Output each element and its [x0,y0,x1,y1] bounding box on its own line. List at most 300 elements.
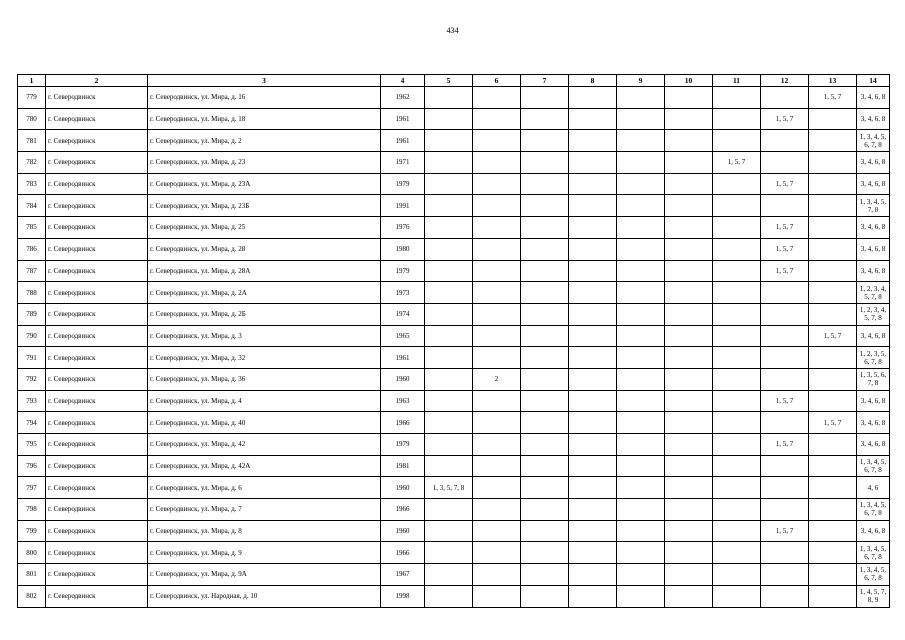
column-9-cell [617,390,665,412]
column-11-cell [713,368,761,390]
column-8-cell [569,87,617,109]
column-8-cell [569,564,617,586]
year-built-cell: 1965 [381,325,425,347]
column-9-cell [617,477,665,499]
column-5-cell [425,542,473,564]
column-7-cell [521,434,569,456]
address-cell: г. Северодвинск, ул. Мира, д. 40 [148,412,381,434]
column-header-2: 2 [46,75,148,87]
column-8-cell [569,499,617,521]
address-cell: г. Северодвинск, ул. Мира, д. 2Б [148,303,381,325]
address-cell: г. Северодвинск, ул. Мира, д. 4 [148,390,381,412]
address-cell: г. Северодвинск, ул. Мира, д. 2 [148,130,381,152]
column-13-cell [809,130,857,152]
column-8-cell [569,108,617,130]
year-built-cell: 1961 [381,130,425,152]
column-13-cell: 1, 5, 7 [809,412,857,434]
column-13-cell [809,260,857,282]
column-14-cell: 3, 4, 6, 8 [857,238,890,260]
column-13-cell [809,434,857,456]
column-11-cell [713,434,761,456]
row-number-cell: 793 [18,390,46,412]
column-13-cell: 1, 5, 7 [809,87,857,109]
column-5-cell [425,282,473,304]
column-5-cell [425,564,473,586]
table-row [18,152,890,174]
column-13-cell [809,238,857,260]
column-8-cell [569,347,617,369]
table-row [18,282,890,304]
column-8-cell [569,152,617,174]
address-cell: г. Северодвинск, ул. Мира, д. 6 [148,477,381,499]
city-cell: г. Северодвинск [46,368,148,390]
column-14-cell: 1, 2, 3, 4, 5, 7, 8 [857,303,890,325]
table-row [18,238,890,260]
city-cell: г. Северодвинск [46,499,148,521]
table-row [18,368,890,390]
column-9-cell [617,499,665,521]
year-built-cell: 1962 [381,87,425,109]
column-8-cell [569,434,617,456]
column-7-cell [521,564,569,586]
column-9-cell [617,325,665,347]
column-11-cell [713,87,761,109]
table-row [18,108,890,130]
column-5-cell [425,368,473,390]
column-header-14: 14 [857,75,890,87]
column-14-cell: 1, 3, 4, 5, 6, 7, 8 [857,564,890,586]
column-10-cell [665,564,713,586]
column-6-cell [473,217,521,239]
column-11-cell [713,217,761,239]
city-cell: г. Северодвинск [46,325,148,347]
column-14-cell: 1, 2, 3, 4, 5, 7, 8 [857,282,890,304]
column-7-cell [521,130,569,152]
column-8-cell [569,477,617,499]
column-header-12: 12 [761,75,809,87]
address-cell: г. Северодвинск, ул. Мира, д. 36 [148,368,381,390]
city-cell: г. Северодвинск [46,108,148,130]
year-built-cell: 1960 [381,520,425,542]
column-9-cell [617,108,665,130]
column-header-3: 3 [148,75,381,87]
address-cell: г. Северодвинск, ул. Мира, д. 28 [148,238,381,260]
column-12-cell [761,499,809,521]
column-12-cell [761,87,809,109]
column-12-cell: 1, 5, 7 [761,108,809,130]
row-number-cell: 789 [18,303,46,325]
address-cell: г. Северодвинск, ул. Мира, д. 42А [148,455,381,477]
column-10-cell [665,282,713,304]
column-10-cell [665,412,713,434]
column-12-cell [761,347,809,369]
table-row [18,347,890,369]
column-8-cell [569,325,617,347]
column-12-cell [761,152,809,174]
column-5-cell: 1, 3, 5, 7, 8 [425,477,473,499]
table-row [18,260,890,282]
column-7-cell [521,520,569,542]
column-12-cell [761,412,809,434]
column-9-cell [617,303,665,325]
table-row [18,412,890,434]
table-row [18,585,890,607]
column-5-cell [425,434,473,456]
year-built-cell: 1979 [381,173,425,195]
column-5-cell [425,585,473,607]
column-10-cell [665,347,713,369]
column-10-cell [665,520,713,542]
column-6-cell [473,282,521,304]
column-5-cell [425,412,473,434]
column-13-cell: 1, 5, 7 [809,325,857,347]
table-row [18,542,890,564]
column-6-cell [473,152,521,174]
column-6-cell [473,108,521,130]
column-8-cell [569,130,617,152]
column-7-cell [521,87,569,109]
city-cell: г. Северодвинск [46,455,148,477]
column-5-cell [425,347,473,369]
column-7-cell [521,390,569,412]
table-row [18,173,890,195]
column-6-cell [473,173,521,195]
column-12-cell [761,477,809,499]
column-header-11: 11 [713,75,761,87]
column-6-cell [473,434,521,456]
column-10-cell [665,585,713,607]
city-cell: г. Северодвинск [46,152,148,174]
column-6-cell [473,87,521,109]
column-5-cell [425,152,473,174]
column-12-cell: 1, 5, 7 [761,217,809,239]
column-10-cell [665,238,713,260]
city-cell: г. Северодвинск [46,585,148,607]
column-14-cell: 1, 4, 5, 7, 8, 9 [857,585,890,607]
column-9-cell [617,368,665,390]
year-built-cell: 1976 [381,217,425,239]
column-7-cell [521,260,569,282]
column-9-cell [617,520,665,542]
column-10-cell [665,434,713,456]
column-13-cell [809,499,857,521]
address-cell: г. Северодвинск, ул. Мира, д. 28А [148,260,381,282]
city-cell: г. Северодвинск [46,434,148,456]
column-14-cell: 3, 4, 6, 8 [857,390,890,412]
table-row [18,455,890,477]
column-7-cell [521,455,569,477]
column-12-cell: 1, 5, 7 [761,434,809,456]
column-5-cell [425,455,473,477]
column-6-cell [473,499,521,521]
column-6-cell: 2 [473,368,521,390]
row-number-cell: 798 [18,499,46,521]
city-cell: г. Северодвинск [46,87,148,109]
column-header-8: 8 [569,75,617,87]
column-7-cell [521,412,569,434]
column-9-cell [617,195,665,217]
column-7-cell [521,368,569,390]
column-6-cell [473,325,521,347]
column-header-6: 6 [473,75,521,87]
column-11-cell [713,238,761,260]
row-number-cell: 788 [18,282,46,304]
row-number-cell: 801 [18,564,46,586]
address-cell: г. Северодвинск, ул. Мира, д. 16 [148,87,381,109]
column-6-cell [473,238,521,260]
row-number-cell: 799 [18,520,46,542]
city-cell: г. Северодвинск [46,130,148,152]
column-11-cell [713,282,761,304]
column-6-cell [473,477,521,499]
city-cell: г. Северодвинск [46,412,148,434]
column-11-cell [713,390,761,412]
address-cell: г. Северодвинск, ул. Мира, д. 7 [148,499,381,521]
column-6-cell [473,412,521,434]
city-cell: г. Северодвинск [46,347,148,369]
column-9-cell [617,152,665,174]
city-cell: г. Северодвинск [46,542,148,564]
column-header-9: 9 [617,75,665,87]
column-8-cell [569,238,617,260]
year-built-cell: 1998 [381,585,425,607]
row-number-cell: 796 [18,455,46,477]
column-11-cell [713,564,761,586]
column-12-cell [761,564,809,586]
column-10-cell [665,195,713,217]
year-built-cell: 1991 [381,195,425,217]
column-12-cell: 1, 5, 7 [761,260,809,282]
header-row [18,75,890,87]
column-10-cell [665,217,713,239]
row-number-cell: 790 [18,325,46,347]
column-6-cell [473,303,521,325]
row-number-cell: 784 [18,195,46,217]
column-12-cell: 1, 5, 7 [761,173,809,195]
column-14-cell: 4, 6 [857,477,890,499]
column-13-cell [809,564,857,586]
year-built-cell: 1967 [381,564,425,586]
column-11-cell [713,455,761,477]
row-number-cell: 781 [18,130,46,152]
column-7-cell [521,282,569,304]
column-12-cell [761,542,809,564]
column-10-cell [665,152,713,174]
column-8-cell [569,173,617,195]
row-number-cell: 783 [18,173,46,195]
column-13-cell [809,585,857,607]
page-number: 434 [446,26,459,35]
column-12-cell [761,195,809,217]
city-cell: г. Северодвинск [46,260,148,282]
row-number-cell: 791 [18,347,46,369]
column-8-cell [569,368,617,390]
year-built-cell: 1960 [381,368,425,390]
table-row [18,217,890,239]
column-11-cell: 1, 5, 7 [713,152,761,174]
address-cell: г. Северодвинск, ул. Мира, д. 42 [148,434,381,456]
column-7-cell [521,108,569,130]
row-number-cell: 782 [18,152,46,174]
column-12-cell [761,585,809,607]
column-5-cell [425,217,473,239]
column-7-cell [521,303,569,325]
column-7-cell [521,585,569,607]
column-header-10: 10 [665,75,713,87]
column-10-cell [665,455,713,477]
column-11-cell [713,412,761,434]
address-cell: г. Северодвинск, ул. Мира, д. 23 [148,152,381,174]
column-12-cell [761,303,809,325]
column-10-cell [665,477,713,499]
table-row [18,520,890,542]
column-14-cell: 3, 4, 6, 8 [857,108,890,130]
column-13-cell [809,217,857,239]
column-7-cell [521,238,569,260]
column-8-cell [569,520,617,542]
city-cell: г. Северодвинск [46,477,148,499]
column-9-cell [617,260,665,282]
column-6-cell [473,542,521,564]
column-13-cell [809,455,857,477]
address-cell: г. Северодвинск, ул. Мира, д. 23А [148,173,381,195]
column-9-cell [617,434,665,456]
city-cell: г. Северодвинск [46,238,148,260]
column-11-cell [713,303,761,325]
column-header-1: 1 [18,75,46,87]
column-12-cell [761,130,809,152]
column-6-cell [473,260,521,282]
column-14-cell: 1, 3, 4, 5, 6, 7, 8 [857,499,890,521]
city-cell: г. Северодвинск [46,173,148,195]
row-number-cell: 794 [18,412,46,434]
address-cell: г. Северодвинск, ул. Народная, д. 10 [148,585,381,607]
column-9-cell [617,347,665,369]
column-5-cell [425,390,473,412]
column-6-cell [473,564,521,586]
year-built-cell: 1973 [381,282,425,304]
column-14-cell: 3, 4, 6, 8 [857,87,890,109]
column-14-cell: 3, 4, 6, 8 [857,173,890,195]
column-5-cell [425,238,473,260]
year-built-cell: 1981 [381,455,425,477]
address-cell: г. Северодвинск, ул. Мира, д. 9А [148,564,381,586]
column-8-cell [569,217,617,239]
column-14-cell: 3, 4, 6, 8 [857,434,890,456]
table-row [18,499,890,521]
year-built-cell: 1980 [381,238,425,260]
column-8-cell [569,282,617,304]
column-11-cell [713,173,761,195]
column-13-cell [809,390,857,412]
column-10-cell [665,130,713,152]
year-built-cell: 1960 [381,477,425,499]
register-table [17,74,890,608]
column-10-cell [665,87,713,109]
column-13-cell [809,477,857,499]
column-10-cell [665,390,713,412]
column-14-cell: 3, 4, 6, 8 [857,412,890,434]
column-6-cell [473,195,521,217]
column-9-cell [617,217,665,239]
column-5-cell [425,303,473,325]
column-14-cell: 3, 4, 6, 8 [857,520,890,542]
row-number-cell: 792 [18,368,46,390]
column-9-cell [617,585,665,607]
city-cell: г. Северодвинск [46,564,148,586]
column-9-cell [617,87,665,109]
column-13-cell [809,195,857,217]
year-built-cell: 1979 [381,434,425,456]
column-7-cell [521,499,569,521]
column-12-cell: 1, 5, 7 [761,390,809,412]
year-built-cell: 1971 [381,152,425,174]
column-6-cell [473,390,521,412]
column-14-cell: 1, 3, 4, 5, 6, 7, 8 [857,542,890,564]
column-7-cell [521,347,569,369]
column-11-cell [713,347,761,369]
year-built-cell: 1961 [381,347,425,369]
city-cell: г. Северодвинск [46,195,148,217]
column-6-cell [473,130,521,152]
column-5-cell [425,108,473,130]
year-built-cell: 1963 [381,390,425,412]
row-number-cell: 802 [18,585,46,607]
column-13-cell [809,347,857,369]
column-7-cell [521,325,569,347]
table-body [18,87,890,608]
column-header-4: 4 [381,75,425,87]
column-14-cell: 1, 3, 4, 5, 7, 8 [857,195,890,217]
column-14-cell: 3, 4, 6, 8 [857,217,890,239]
column-5-cell [425,260,473,282]
city-cell: г. Северодвинск [46,303,148,325]
column-13-cell [809,542,857,564]
column-8-cell [569,390,617,412]
column-11-cell [713,520,761,542]
column-11-cell [713,585,761,607]
column-11-cell [713,499,761,521]
table-row [18,390,890,412]
column-12-cell [761,368,809,390]
column-5-cell [425,520,473,542]
column-11-cell [713,108,761,130]
column-12-cell: 1, 5, 7 [761,238,809,260]
column-9-cell [617,282,665,304]
table-header [18,75,890,87]
column-5-cell [425,87,473,109]
column-header-13: 13 [809,75,857,87]
year-built-cell: 1966 [381,542,425,564]
column-8-cell [569,585,617,607]
column-11-cell [713,130,761,152]
year-built-cell: 1974 [381,303,425,325]
column-14-cell: 3, 4, 6, 8 [857,260,890,282]
column-11-cell [713,260,761,282]
column-12-cell: 1, 5, 7 [761,520,809,542]
column-header-7: 7 [521,75,569,87]
column-12-cell [761,325,809,347]
column-6-cell [473,585,521,607]
column-14-cell: 3, 4, 6, 8 [857,325,890,347]
table-row [18,434,890,456]
column-5-cell [425,130,473,152]
column-13-cell [809,152,857,174]
column-7-cell [521,173,569,195]
city-cell: г. Северодвинск [46,390,148,412]
column-9-cell [617,455,665,477]
column-13-cell [809,282,857,304]
